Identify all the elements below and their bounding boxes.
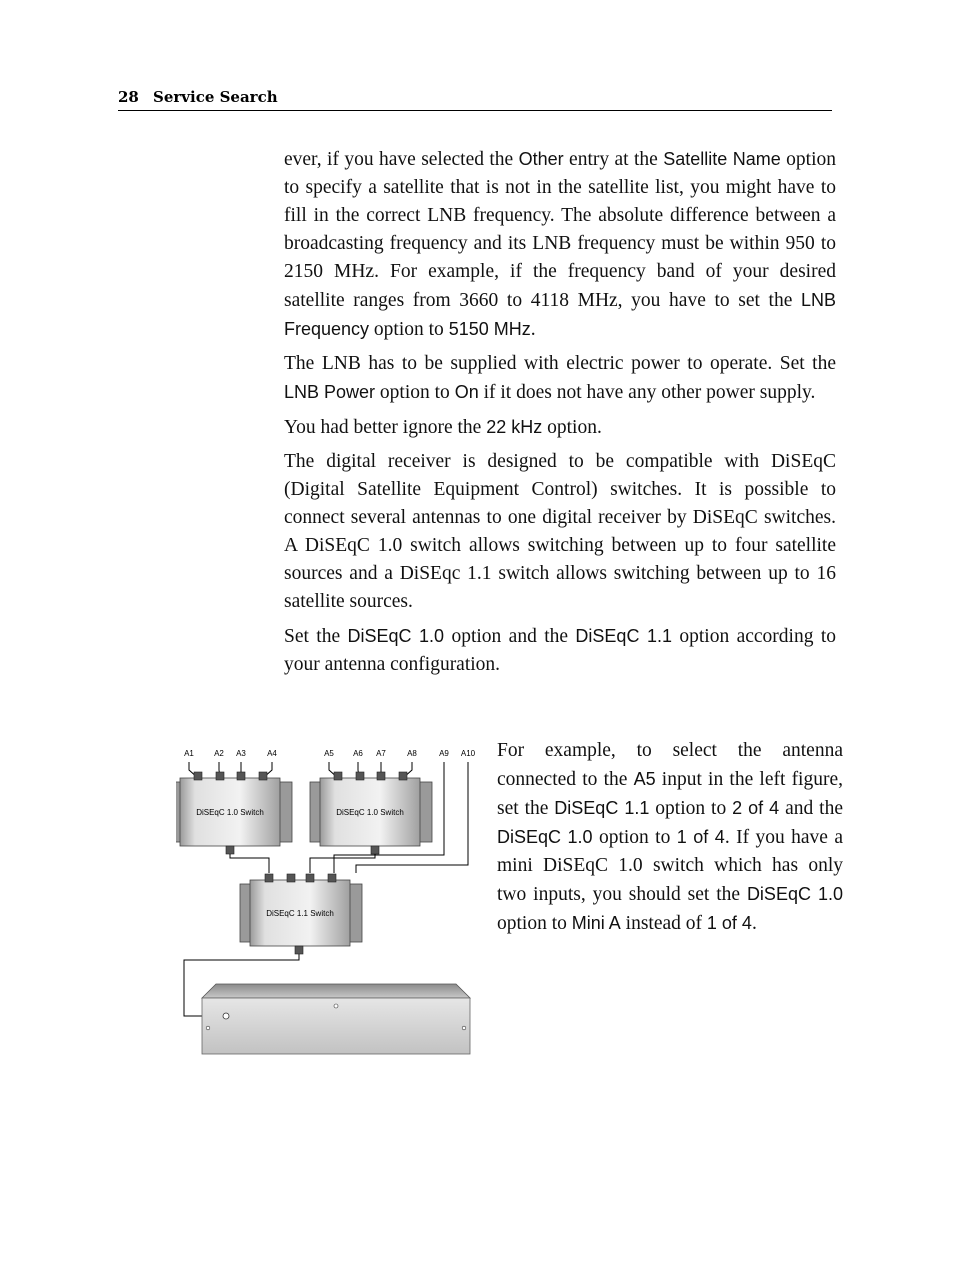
text-run: option according to your antenna configuration. [284,626,837,675]
antenna-label-a10: A10 [460,749,476,758]
paragraph-example [497,737,843,938]
antenna-label-a4: A4 [267,749,277,758]
option-satellite-name: Satellite Name [663,149,781,169]
text-run: and the [779,798,843,819]
switch-right-label: DiSEqC 1.0 Switch [336,808,404,817]
antenna-label-a2: A2 [214,749,224,758]
text-run: input in the left figure, set the [497,769,844,819]
option-diseqc-1-0: DiSEqC 1.0 [497,827,593,847]
value-mini-a: Mini A [571,913,621,933]
antenna-label-a6: A6 [353,749,363,758]
text-run: option and the [444,626,576,647]
paragraph-lnb-frequency [284,145,836,344]
value-1-of-4: 1 of 4 [676,827,725,847]
paragraph-diseqc-options [284,622,836,679]
text-run: option. [542,417,602,438]
diseqc-1-0-switch-right [310,772,432,854]
text-run: if it does not have any other power supply. [478,382,816,403]
diseqc-diagram [176,740,486,1060]
text-run: Set the [284,626,348,647]
text-run: . [530,319,536,340]
switch-left-label: DiSEqC 1.0 Switch [196,808,264,817]
receiver-top [202,984,470,998]
option-lnb-power: LNB Power [284,382,376,402]
text-run: option to [375,382,455,403]
example-text [497,737,843,938]
text-run: ever, if you have selected the [284,149,519,170]
paragraph-22khz [284,413,836,442]
text-run: option to [649,798,733,819]
paragraph-diseqc-intro [284,448,836,616]
text-run: option to specify a satellite that is not in the satellite list, you might have to fill in the correct LNB frequency. The absolute difference between a broadcasting frequency and its LNB frequency must be within 950 to 2150 MHz. For example, if the frequency band of your desired satellite ranges from 3660 to 4118 MHz, you have to set the [284,149,836,311]
input-a5: A5 [633,769,656,789]
option-diseqc-1-1: DiSEqC 1.1 [575,626,672,646]
text-run: option to [592,827,677,848]
diseqc-1-0-switch-left [176,772,292,854]
digital-receiver [202,984,470,1054]
antenna-label-a3: A3 [236,749,246,758]
value-5150-mhz: 5150 MHz [448,319,531,339]
option-22khz: 22 kHz [486,417,543,437]
option-lnb-frequency: LNB Frequency [284,290,836,339]
antenna-label-a5: A5 [324,749,334,758]
antenna-label-a9: A9 [439,749,449,758]
switch-bottom-label: DiSEqC 1.1 Switch [266,909,334,918]
option-other: Other [518,149,564,169]
text-run: For example, to select the antenna connected to the [497,740,843,790]
antenna-label-a7: A7 [376,749,386,758]
antenna-label-a8: A8 [407,749,417,758]
text-run: . [751,913,757,934]
page-number: 28 [118,88,139,106]
text-run: option to [497,913,572,934]
text-run: entry at the [563,149,664,170]
option-diseqc-1-0: DiSEqC 1.0 [746,884,844,904]
page-header [118,86,832,111]
text-run: . If you have a mini DiSEqC 1.0 switch which has only two inputs, you should set the [497,827,843,905]
value-on: On [454,382,479,402]
value-1-of-4: 1 of 4 [706,913,752,933]
text-run: The LNB has to be supplied with electric power to operate. Set the [284,353,836,374]
option-diseqc-1-1: DiSEqC 1.1 [554,798,650,818]
diseqc-wiring-figure [176,740,486,1060]
main-text [284,145,836,685]
receiver-input-port [223,1013,229,1019]
diseqc-1-1-switch [240,874,362,954]
text-run: You had better ignore the [284,417,487,438]
value-2-of-4: 2 of 4 [732,798,780,818]
text-run: The digital receiver is designed to be compatible with DiSEqC (Digital Satellite Equipment Control) switches. It is possible to connect several antennas to one digital receiver by DiSEqC switches. A DiSEqC 1.0 switch allows switching between up to four satellite sources and a DiSEqc 1.1 switch allows switching between up to 16 satellite sources. [284,451,836,612]
option-diseqc-1-0: DiSEqC 1.0 [347,626,445,646]
section-title: Service Search [153,88,278,106]
antenna-label-a1: A1 [184,749,194,758]
text-run: option to [369,319,449,340]
paragraph-lnb-power [284,350,836,407]
text-run: instead of [620,913,707,934]
